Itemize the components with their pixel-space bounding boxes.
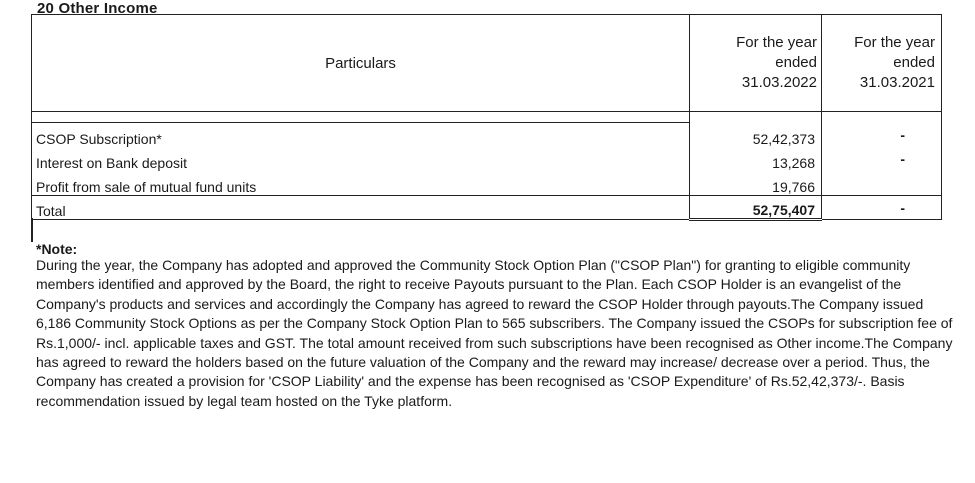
note-text: During the year, the Company has adopted and approved the Community Stock Option Plan ("CSOP Plan") for granting to eligible community members identified and approved by the Board, the right to receive Payouts pursuant to the Plan. Each CSOP Holder is an evangelist of the Company's products and services and accordingly the Company has agreed to reward the CSOP Holder through payouts.The Company issued 6,186 Community Stock Options as per the Company Stock Option Plan to 565 subscribers. The Company issued the CSOPs for subscription fee of Rs.1,000/- incl. applicable taxes and GST. The total amount received from such subscriptions have been recognised as Other income.The Company has agreed to reward the holders based on the future valuation of the Company and the reward may increase/ decrease over a period. Thus, the Company has created a provision for 'CSOP Liability' and the expense has been recognised as 'CSOP Expenditure' of Rs.52,42,373/-. Basis recommendation issued by legal team hosted on the Tyke platform. xyxy=(36,257,953,409)
table-row xyxy=(32,123,942,148)
row-label: Interest on Bank deposit xyxy=(32,147,690,171)
total-value-2021: - xyxy=(822,196,942,220)
header-particulars: Particulars xyxy=(32,15,690,112)
header-year-2021-line1: For the year xyxy=(854,34,935,51)
table-row xyxy=(32,147,942,171)
row-label: Profit from sale of mutual fund units xyxy=(32,171,690,196)
table-header-row xyxy=(32,15,942,112)
row-value-2022: 52,42,373 xyxy=(690,123,822,148)
note-label: *Note: xyxy=(36,241,78,257)
table-left-rule xyxy=(31,218,33,242)
header-year-2021 xyxy=(822,15,942,112)
section-title: 20 Other Income xyxy=(37,0,158,17)
total-value-2022: 52,75,407 xyxy=(690,196,822,220)
total-label: Total xyxy=(32,196,690,220)
header-year-2022-line3: 31.03.2022 xyxy=(741,74,817,91)
header-year-2022 xyxy=(690,15,822,112)
table-spacer-row xyxy=(32,112,942,123)
other-income-table xyxy=(31,14,942,221)
row-value-2022: 19,766 xyxy=(690,171,822,196)
note-block xyxy=(36,242,961,411)
table-total-row xyxy=(32,196,942,220)
header-year-2022-line2: ended xyxy=(775,54,817,71)
row-value-2021: - xyxy=(822,147,942,171)
table-row xyxy=(32,171,942,196)
row-value-2021: - xyxy=(822,123,942,148)
row-value-2021 xyxy=(822,171,942,196)
row-value-2022: 13,268 xyxy=(690,147,822,171)
header-year-2021-line2: ended 31.03.2021 xyxy=(859,54,935,91)
row-label: CSOP Subscription* xyxy=(32,123,690,148)
header-year-2022-line1: For the year xyxy=(736,34,817,51)
